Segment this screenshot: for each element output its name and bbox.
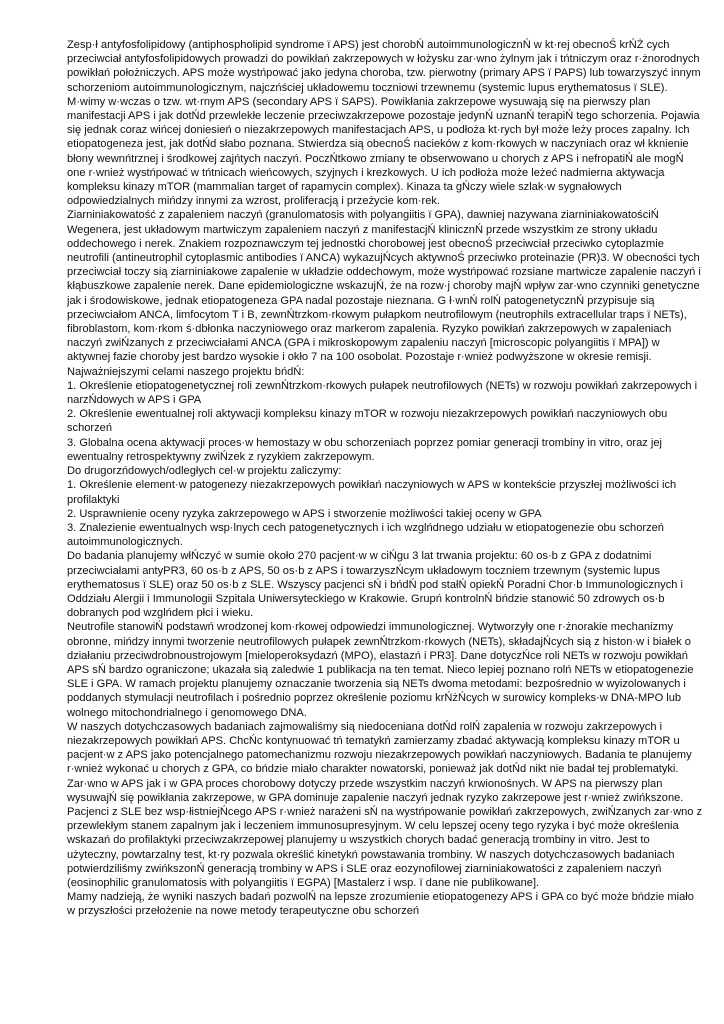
paragraph-mtor-and-thrombin: W naszych dotychczasowych badaniach zajmowaliśmy sią niedoceniana dotŃd rolŃ zapalenia w rozwoju zakrzepowych i niezakrzepowych powikłań APS. ChcŃc kontynuować tń tematykń zamierzamy zbadać aktywacją kompleksu kinazy mTOR u pacjent·w z APS jako potencjalnego patomechanizmu rozwoju niezakrzepowych powikłań naczyniowych. Badania te planujemy r·wnież wykonać u chorych z GPA, co bńdzie miało charakter nowatorski, ponieważ jak dotŃd nikt nie badał tej problematyki. Zar·wno w APS jak i w GPA proces chorobowy dotyczy przede wszystkim naczyń krwionośnych. W APS na pierwszy plan wysuwajŃ się powikłania zakrzepowe, w GPA dominuje zapalenie naczyń jednak ryzyko zakrzepowe jest r·wnież zwińkszone. Pacjenci z SLE bez wsp·łistniejŃcego APS r·wnież narażeni sŃ na wystńpowanie powikłań zakrzepowych, zwiŃzanych zar·wno z przewlekłym stanem zapalnym jak i leczeniem immunosupresyjnym. W celu lepszej oceny tego ryzyka i być może określenia wskazań do profilaktyki przeciwzakrzepowej planujemy u wszystkich chorych badać generacją trombiny in vitro. Jest to użyteczny, powtarzalny test, kt·ry pozwala określić kinetykń powstawania trombiny. W naszych dotychczasowych badaniach potwierdziliśmy zwińkszonŃ generacją trombiny w APS i SLE oraz eozynofilowej ziarniniakowatości z zapaleniem naczyń (eosinophilic granulomatosis with polyangiitis ï EGPA) [Mastalerz i wsp. ï dane nie publikowane].: [67, 720, 703, 889]
paragraph-conclusion: Mamy nadzieją, że wyniki naszych badań pozwolŃ na lepsze zrozumienie etiopatogenezy APS i GPA co być może bńdzie miało w przyszłości przełożenie na nowe metody terapeutyczne obu schorzeń: [67, 891, 694, 918]
secondary-goal-2: 2. Usprawnienie oceny ryzyka zakrzepowego w APS i stworzenie możliwości takiej oceny w GPA: [67, 507, 542, 520]
main-goal-2: 2. Określenie ewentualnej roli aktywacji kompleksu kinazy mTOR w rozwoju niezakrzepowych powikłań naczyniowych obu schorzeń: [67, 408, 668, 435]
paragraph-gpa-introduction: Ziarniniakowatość z zapaleniem naczyń (granulomatosis with polyangiitis ï GPA), dawniej nazywana ziarniniakowatościŃ Wegenera, jest układowym martwiczym zapaleniem naczyń z manifestacjŃ klinicznŃ przede wszystkim ze strony układu oddechowego i nerek. Znakiem rozpoznawczym tej jednostki chorobowej jest obecnoŚ przeciwciał przeciwko cytoplazmie neutrofili (antineutrophil cytoplasmic antibodies ï ANCA) wykazujŃcych aktywnoŚ przeciwko proteinazie (PR)3. W obecności tych przeciwciał toczy sią ziarniniakowe zapalenie w układzie oddechowym, może wystńpować rozsiane martwicze zapalenie naczyń i kłąbuszkowe zapalenie nerek. Dane epidemiologiczne wskazujŃ, że na rozw·j choroby majŃ wpływ zar·wno czynniki genetyczne jak i środowiskowe, jednak etiopatogeneza GPA nadal pozostaje nieznana. G ł·wnŃ rolŃ patogenetycznŃ przypisuje sią przeciwciałom ANCA, limfocytom T i B, zewnŃtrzkom·rkowym pułapkom neutrofilowym (neutrophils extracellular traps ï NETs), fibroblastom, kom·rkom ś·dbłonka naczyniowego oraz markerom zapalenia. Ryzyko powikłań zakrzepowych w zapaleniach naczyń zwiŃzanych z przeciwciałami ANCA (GPA i mikroskopowym zapaleniu naczyń [microscopic polyangiitis ï MPA]) w aktywnej fazie choroby jest bardzo wysokie i okło 7 na 100 osobolat. Pozostaje r·wnież podwyższone w okresie remisji.: [67, 209, 701, 364]
paragraph-neutrophils-nets: Neutrofile stanowiŃ podstawń wrodzonej kom·rkowej odpowiedzi immunologicznej. Wytworzyły one r·żnorakie mechanizmy obronne, mińdzy innymi tworzenie neutrofilowych pułapek zewnŃtrzkom·rkowych (NETs), składajŃcych sią z histon·w i białek o działaniu przeciwdrobnoustrojowym [mieloperoksydazń (MPO), elastazń i PR3]. Dane dotyczŃce roli NETs w rozwoju powikłań APS sŃ bardzo ograniczone; ukazała sią zaledwie 1 publikacja na ten temat. Nieco lepiej poznano rolń NETs w etiopatogenezie SLE i GPA. W ramach projektu planujemy oznaczanie tworzenia sią NETs dwoma metodami: bezpośrednio w wyizolowanych i poddanych stymulacji neutrofilach i pośrednio poprzez określenie poziomu krŃżŃcych w surowicy kompleks·w DNA-MPO lub wolnego mitochondrialnego i genomowego DNA.: [67, 621, 694, 719]
main-goal-1: 1. Określenie etiopatogenetycznej roli zewnŃtrzkom·rkowych pułapek neutrofilowych (NETs) w rozwoju powikłań zakrzepowych i narzŃdowych w APS i GPA: [67, 379, 698, 407]
main-goal-3: 3. Globalna ocena aktywacji proces·w hemostazy w obu schorzeniach poprzez pomiar generacji trombiny in vitro, oraz jej ewentualny retrospektywny zwiŃzek z ryzykiem zakrzepowym.: [67, 436, 663, 463]
paragraph-aps-introduction: Zesp·ł antyfosfolipidowy (antiphospholipid syndrome ï APS) jest chorobŃ autoimmunologicznŃ w kt·rej obecnoŚ krŃŻ cych przeciwciał antyfosfolipidowych prowadzi do powikłań zakrzepowych w łożysku zar·wno żylnym jak i tńtniczym oraz r·żnorodnych powikłań położniczych. APS może wystńpować jako jedyna choroba, tzw. pierwotny (primary APS ï PAPS) lub towarzyszyć innym schorzeniom autoimmunologicznym, najczńściej układowemu toczniowi trzewnemu (systemic lupus erythematosus ï SLE). M·wimy w·wczas o tzw. wt·rnym APS (secondary APS ï SAPS). Powikłania zakrzepowe wysuwają się na pierwszy plan manifestacji APS i jak dotŃd przewlekłe leczenie przeciwzakrzepowe pozostaje jedynŃ uznanŃ terapiŃ tego schorzenia. Pojawia się jednak coraz wińcej doniesień o niezakrzepowych manifestacjach APS, u podłoża kt·rych był może leży proces zapalny. Ich etiopatogeneza jest, jak dotŃd słabo poznana. Stwierdza sią obecnoŚ nacieków z kom·rkowych w naczyniach oraz wł kknienie błony wewnńtrznej i środkowej zajńtych naczyń. PoczŃtkowo zmiany te obserwowano u chorych z APS i nefropatiŃ ale mogŃ one r·wnież wystńpować w tńtnicach wieńcowych, szyjnych i krezkowych. U ich podłoża może leżeć nadmierna aktywacja kompleksu kinazy mTOR (mammalian target of rapamycin complex). Kinaza ta gŃczy wiele szlak·w sygnałowych odpowiedzialnych mińdzy innymi za wzrost, proliferacją i przeżycie kom·rek.: [67, 39, 701, 208]
paragraph-study-population: Do badania planujemy włŃczyć w sumie około 270 pacjent·w w ciŃgu 3 lat trwania projektu: 60 os·b z GPA z dodatnimi przeciwciałami antyPR3, 60 os·b z APS, 50 os·b z APS i towarzyszŃcym układowym toczniem trzewnym (systemic lupus erythematosus ï SLE) oraz 50 os·b z SLE. Wszyscy pacjenci sŃ i bńdŃ pod stałŃ opiekŃ Poradni Chor·b Immunologicznych i Oddziału Alergii i Immunologii Szpitala Uniwersyteckiego w Krakowie. Grupń kontrolnŃ bńdzie stanowić 50 zdrowych os·b dobranych pod wzglńdem płci i wieku.: [67, 550, 683, 620]
secondary-goal-3: 3. Znalezienie ewentualnych wsp·lnych cech patogenetycznych i ich wzglńdnego udziału w etiopatogenezie obu schorzeń autoimmunologicznych.: [67, 521, 664, 549]
paragraph-main-goals-heading: Najważniejszymi celami naszego projektu bńdŃ:: [67, 365, 305, 378]
secondary-goal-1: 1. Określenie element·w patogenezy niezakrzepowych powikłań naczyniowych w APS w kontekście przyszłej możliwości ich profilaktyki: [67, 479, 677, 506]
paragraph-secondary-goals-heading: Do drugorzńdowych/odległych cel·w projektu zaliczymy:: [67, 465, 342, 478]
